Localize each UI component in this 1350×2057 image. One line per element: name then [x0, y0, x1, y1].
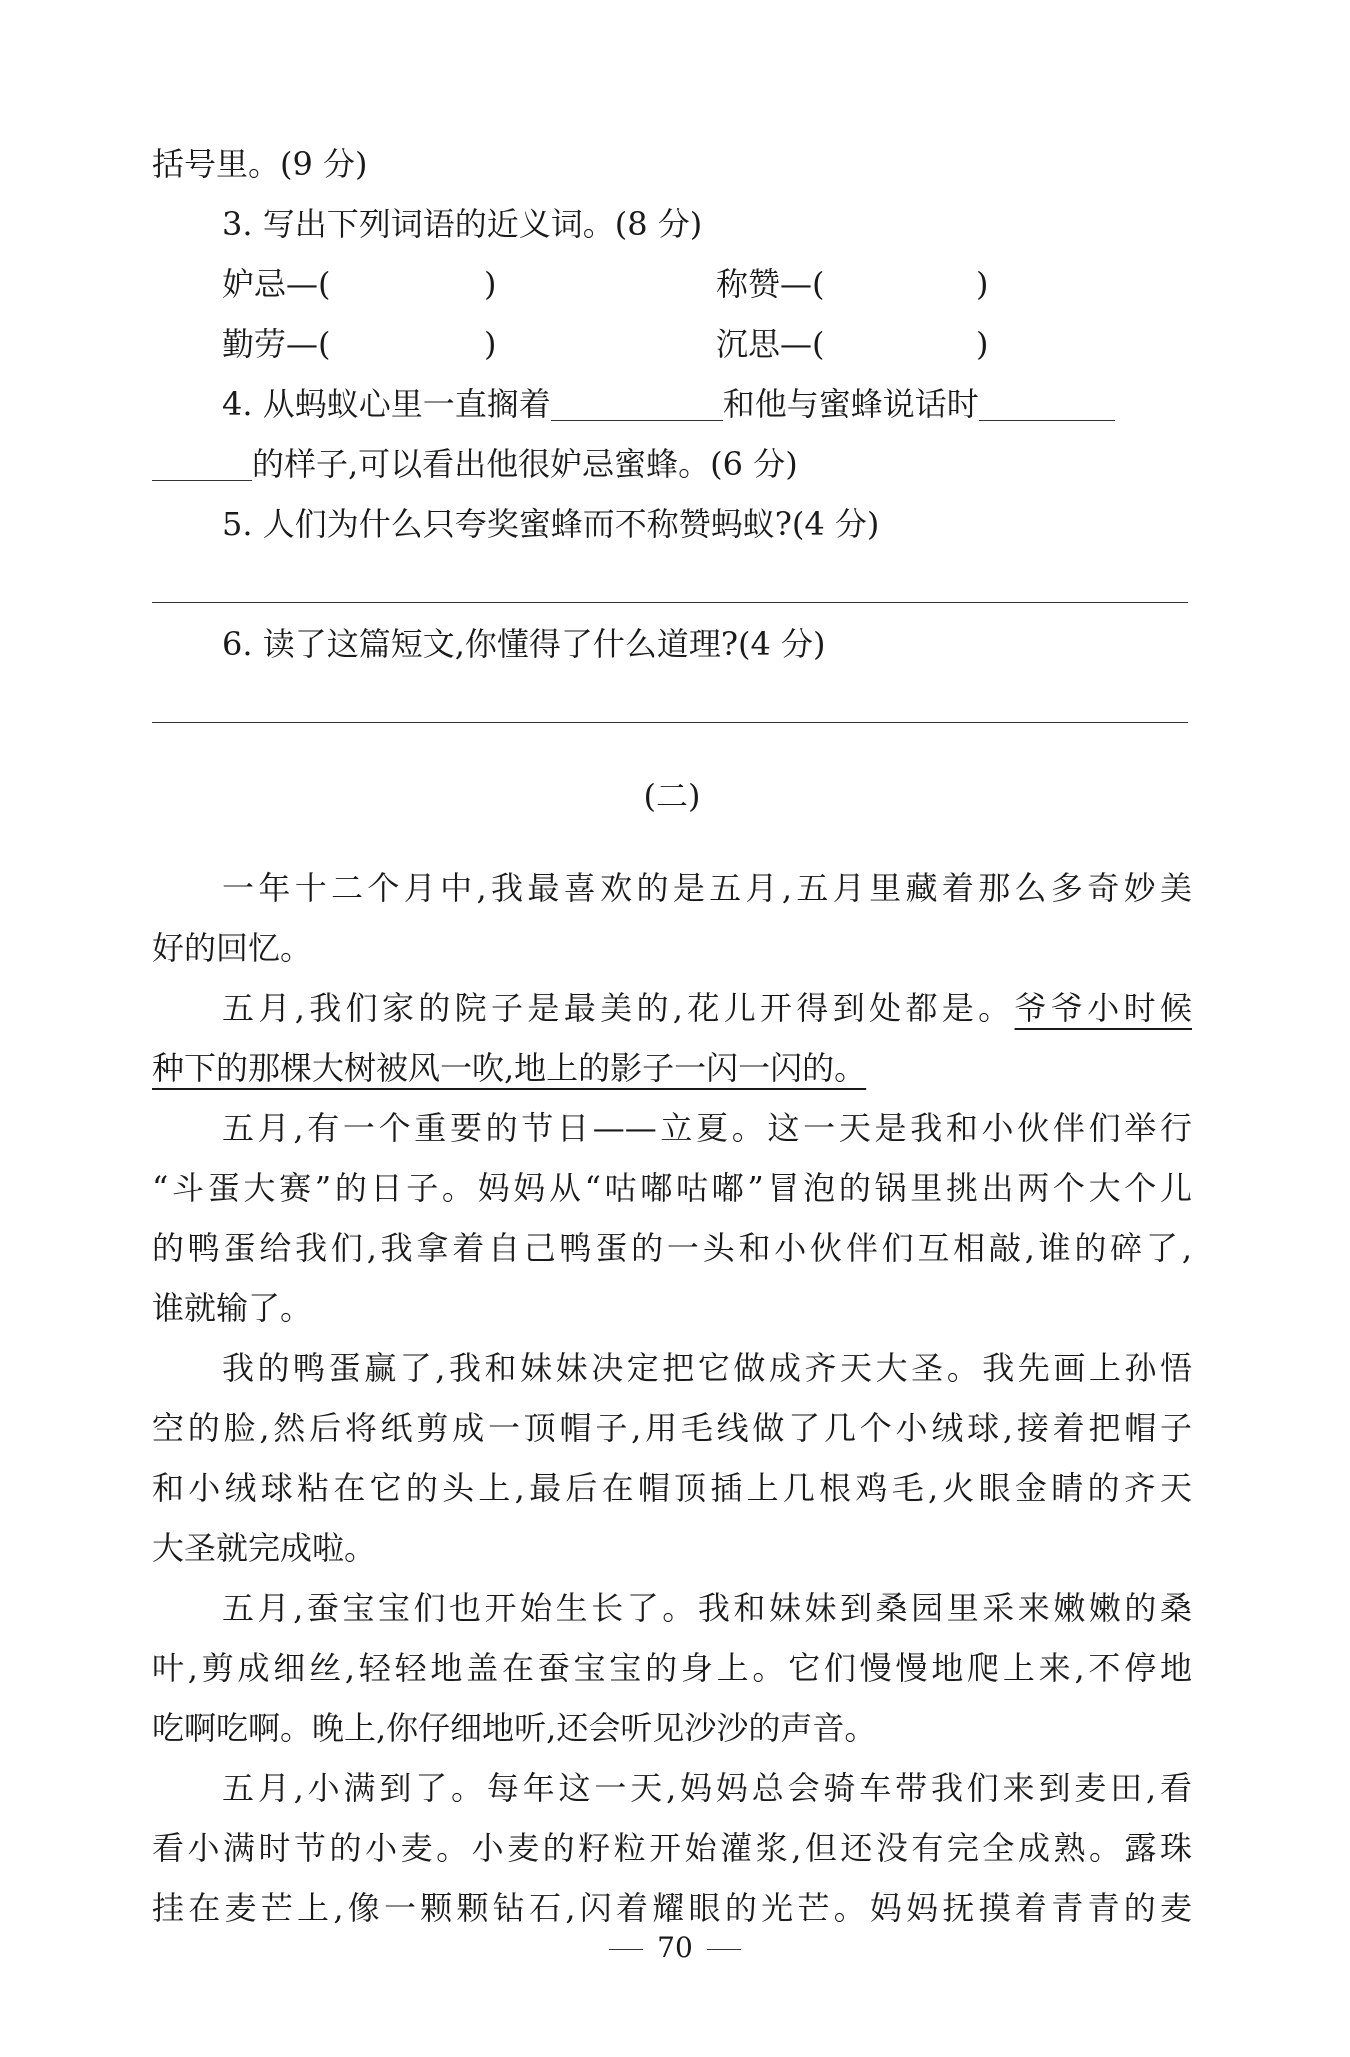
question-4-line-2: 的样子,可以看出他很妒忌蜜蜂。(6 分): [152, 444, 1192, 484]
passage-line: 空的脸,然后将纸剪成一顶帽子,用毛线做了几个小绒球,接着把帽子: [152, 1409, 1192, 1447]
underlined-sentence: 种下的那棵大树被风一吹,地上的影子一闪一闪的。: [152, 1049, 867, 1087]
synonym-item-jealous: 妒忌—(: [222, 265, 331, 303]
question-4-line-1: 4. 从蚂蚁心里一直搁着 和他与蜜蜂说话时: [222, 384, 1192, 424]
answer-line[interactable]: [152, 602, 1188, 603]
passage-line: 叶,剪成细丝,轻轻地盖在蚕宝宝的身上。它们慢慢地爬上来,不停地: [152, 1649, 1192, 1687]
passage-line: 的鸭蛋给我们,我拿着自己鸭蛋的一头和小伙伴们互相敲,谁的碎了,: [152, 1229, 1192, 1267]
passage-line: 吃啊吃啊。晚上,你仔细地听,还会听见沙沙的声音。: [152, 1709, 877, 1747]
passage-line: 大圣就完成啦。: [152, 1529, 377, 1567]
synonym-item-diligent: 勤劳—(: [222, 325, 331, 363]
synonym-close-paren: ): [484, 265, 497, 303]
passage-line: 看小满时节的小麦。小麦的籽粒开始灌浆,但还没有完全成熟。露珠: [152, 1829, 1192, 1867]
passage-line: 一年十二个月中,我最喜欢的是五月,五月里藏着那么多奇妙美: [222, 869, 1192, 907]
fill-blank[interactable]: [979, 386, 1115, 421]
page-number-dash: [707, 1949, 741, 1950]
passage-line: “斗蛋大赛”的日子。妈妈从“咕嘟咕嘟”冒泡的锅里挑出两个大个儿: [152, 1169, 1192, 1207]
passage-line: 谁就输了。: [152, 1289, 313, 1327]
underlined-sentence: 爷爷小时候: [1014, 989, 1192, 1027]
passage-line-underlined-start: 五月,我们家的院子是最美的,花儿开得到处都是。爷爷小时候: [222, 989, 1192, 1027]
passage-line: 五月,小满到了。每年这一天,妈妈总会骑车带我们来到麦田,看: [222, 1769, 1192, 1807]
answer-line[interactable]: [152, 722, 1188, 723]
question-5: 5. 人们为什么只夸奖蜜蜂而不称赞蚂蚁?(4 分): [222, 505, 880, 543]
page-number: 70: [0, 1930, 1350, 1966]
passage-line: 和小绒球粘在它的头上,最后在帽顶插上几根鸡毛,火眼金睛的齐天: [152, 1469, 1192, 1507]
fill-blank[interactable]: [152, 446, 252, 481]
passage-line: 我的鸭蛋赢了,我和妹妹决定把它做成齐天大圣。我先画上孙悟: [222, 1349, 1192, 1387]
question-2-tail: 括号里。(9 分): [152, 145, 368, 183]
passage-line: 挂在麦芒上,像一颗颗钻石,闪着耀眼的光芒。妈妈抚摸着青青的麦: [152, 1889, 1192, 1927]
synonym-item-ponder: 沉思—(: [716, 325, 825, 363]
synonym-close-paren: ): [484, 325, 497, 363]
question-3-prompt: 3. 写出下列词语的近义词。(8 分): [222, 205, 703, 243]
page-number-dash: [609, 1949, 643, 1950]
section-title: (二): [643, 777, 701, 815]
passage-line: 好的回忆。: [152, 929, 313, 967]
synonym-close-paren: ): [976, 265, 989, 303]
synonym-close-paren: ): [976, 325, 989, 363]
passage-line: 五月,蚕宝宝们也开始生长了。我和妹妹到桑园里采来嫩嫩的桑: [222, 1589, 1192, 1627]
passage-line-underlined-end: [152, 1048, 1192, 1088]
synonym-item-praise: 称赞—(: [716, 265, 825, 303]
question-6: 6. 读了这篇短文,你懂得了什么道理?(4 分): [222, 625, 826, 663]
passage-line: 五月,有一个重要的节日——立夏。这一天是我和小伙伴们举行: [222, 1109, 1192, 1147]
fill-blank[interactable]: [551, 386, 723, 421]
